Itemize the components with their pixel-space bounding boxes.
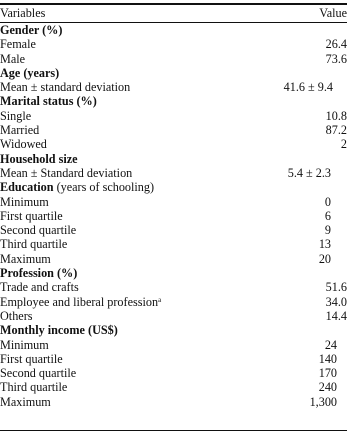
section-title: Household size	[0, 151, 78, 166]
row-value: 5.4 ± 2.3	[287, 165, 331, 180]
row-value: 87.2	[325, 123, 347, 138]
header-value: Value	[319, 6, 347, 20]
row-label: First quartile	[0, 208, 63, 223]
table-row	[0, 395, 347, 409]
section-household	[0, 152, 347, 166]
row-value: 240	[318, 380, 337, 395]
row-label: Third quartile	[0, 237, 68, 252]
row-label: Third quartile	[0, 380, 68, 395]
row-value: 0	[324, 194, 331, 209]
row-value: 1,300	[309, 394, 337, 409]
section-title-bold: Education	[0, 180, 54, 195]
section-title: Age (years)	[0, 65, 60, 80]
table-row	[0, 366, 347, 380]
table-row	[0, 80, 347, 94]
section-profession	[0, 266, 347, 280]
section-education	[0, 180, 347, 194]
table-row	[0, 166, 347, 180]
table-row	[0, 37, 347, 51]
table-row	[0, 352, 347, 366]
section-gender	[0, 23, 347, 37]
section-income	[0, 323, 347, 337]
section-title-suffix: (years of schooling)	[53, 180, 155, 195]
row-value: 13	[318, 237, 331, 252]
row-value: 9	[324, 223, 331, 238]
table-row	[0, 309, 347, 323]
table-row	[0, 237, 347, 251]
table-row	[0, 52, 347, 66]
table-bottom-rule	[0, 430, 347, 431]
table-row	[0, 280, 347, 294]
row-value: 2	[340, 137, 347, 152]
row-label: Maximum	[0, 251, 51, 266]
row-value: 170	[318, 366, 337, 381]
table-header	[0, 6, 347, 22]
row-value: 73.6	[325, 51, 347, 66]
row-label: First quartile	[0, 351, 63, 366]
row-label: Maximum	[0, 394, 51, 409]
row-value: 6	[324, 208, 331, 223]
table-top-rule	[0, 3, 347, 5]
row-value: 14.4	[325, 308, 347, 323]
section-title: Monthly income (US$)	[0, 323, 118, 338]
section-age	[0, 66, 347, 80]
table-row	[0, 109, 347, 123]
row-label: Mean ± standard deviation	[0, 80, 131, 95]
section-title: Profession (%)	[0, 266, 78, 281]
table-row	[0, 137, 347, 151]
table-row	[0, 123, 347, 137]
row-label: Female	[0, 37, 36, 52]
row-label: Minimum	[0, 337, 49, 352]
table-row	[0, 223, 347, 237]
row-label: Single	[0, 108, 32, 123]
table-row	[0, 380, 347, 394]
table-body	[0, 23, 347, 409]
section-title: Gender (%)	[0, 23, 63, 37]
row-value: 41.6 ± 9.4	[283, 80, 333, 95]
row-value: 20	[318, 251, 331, 266]
row-label: Others	[0, 308, 33, 323]
table-row	[0, 195, 347, 209]
row-value: 51.6	[325, 280, 347, 295]
row-label: Trade and crafts	[0, 280, 79, 295]
section-marital	[0, 94, 347, 108]
row-label: Second quartile	[0, 223, 77, 238]
row-value: 34.0	[325, 294, 347, 309]
table-row	[0, 338, 347, 352]
row-label-text: Employee and liberal profession	[0, 294, 159, 309]
section-title: Marital status (%)	[0, 94, 97, 109]
row-label: Married	[0, 123, 40, 138]
row-label: Second quartile	[0, 366, 77, 381]
row-label: Mean ± Standard deviation	[0, 165, 133, 180]
row-label	[0, 295, 161, 309]
row-label: Widowed	[0, 137, 47, 152]
table-row	[0, 295, 347, 309]
row-value: 10.8	[325, 108, 347, 123]
row-value: 24	[324, 337, 337, 352]
row-label: Minimum	[0, 194, 49, 209]
row-label: Male	[0, 51, 26, 66]
row-value: 140	[318, 351, 337, 366]
row-value: 26.4	[325, 37, 347, 52]
header-variables: Variables	[0, 6, 46, 20]
section-title	[0, 180, 154, 194]
table-row	[0, 252, 347, 266]
table-row	[0, 209, 347, 223]
footnote-marker: a	[158, 295, 162, 304]
